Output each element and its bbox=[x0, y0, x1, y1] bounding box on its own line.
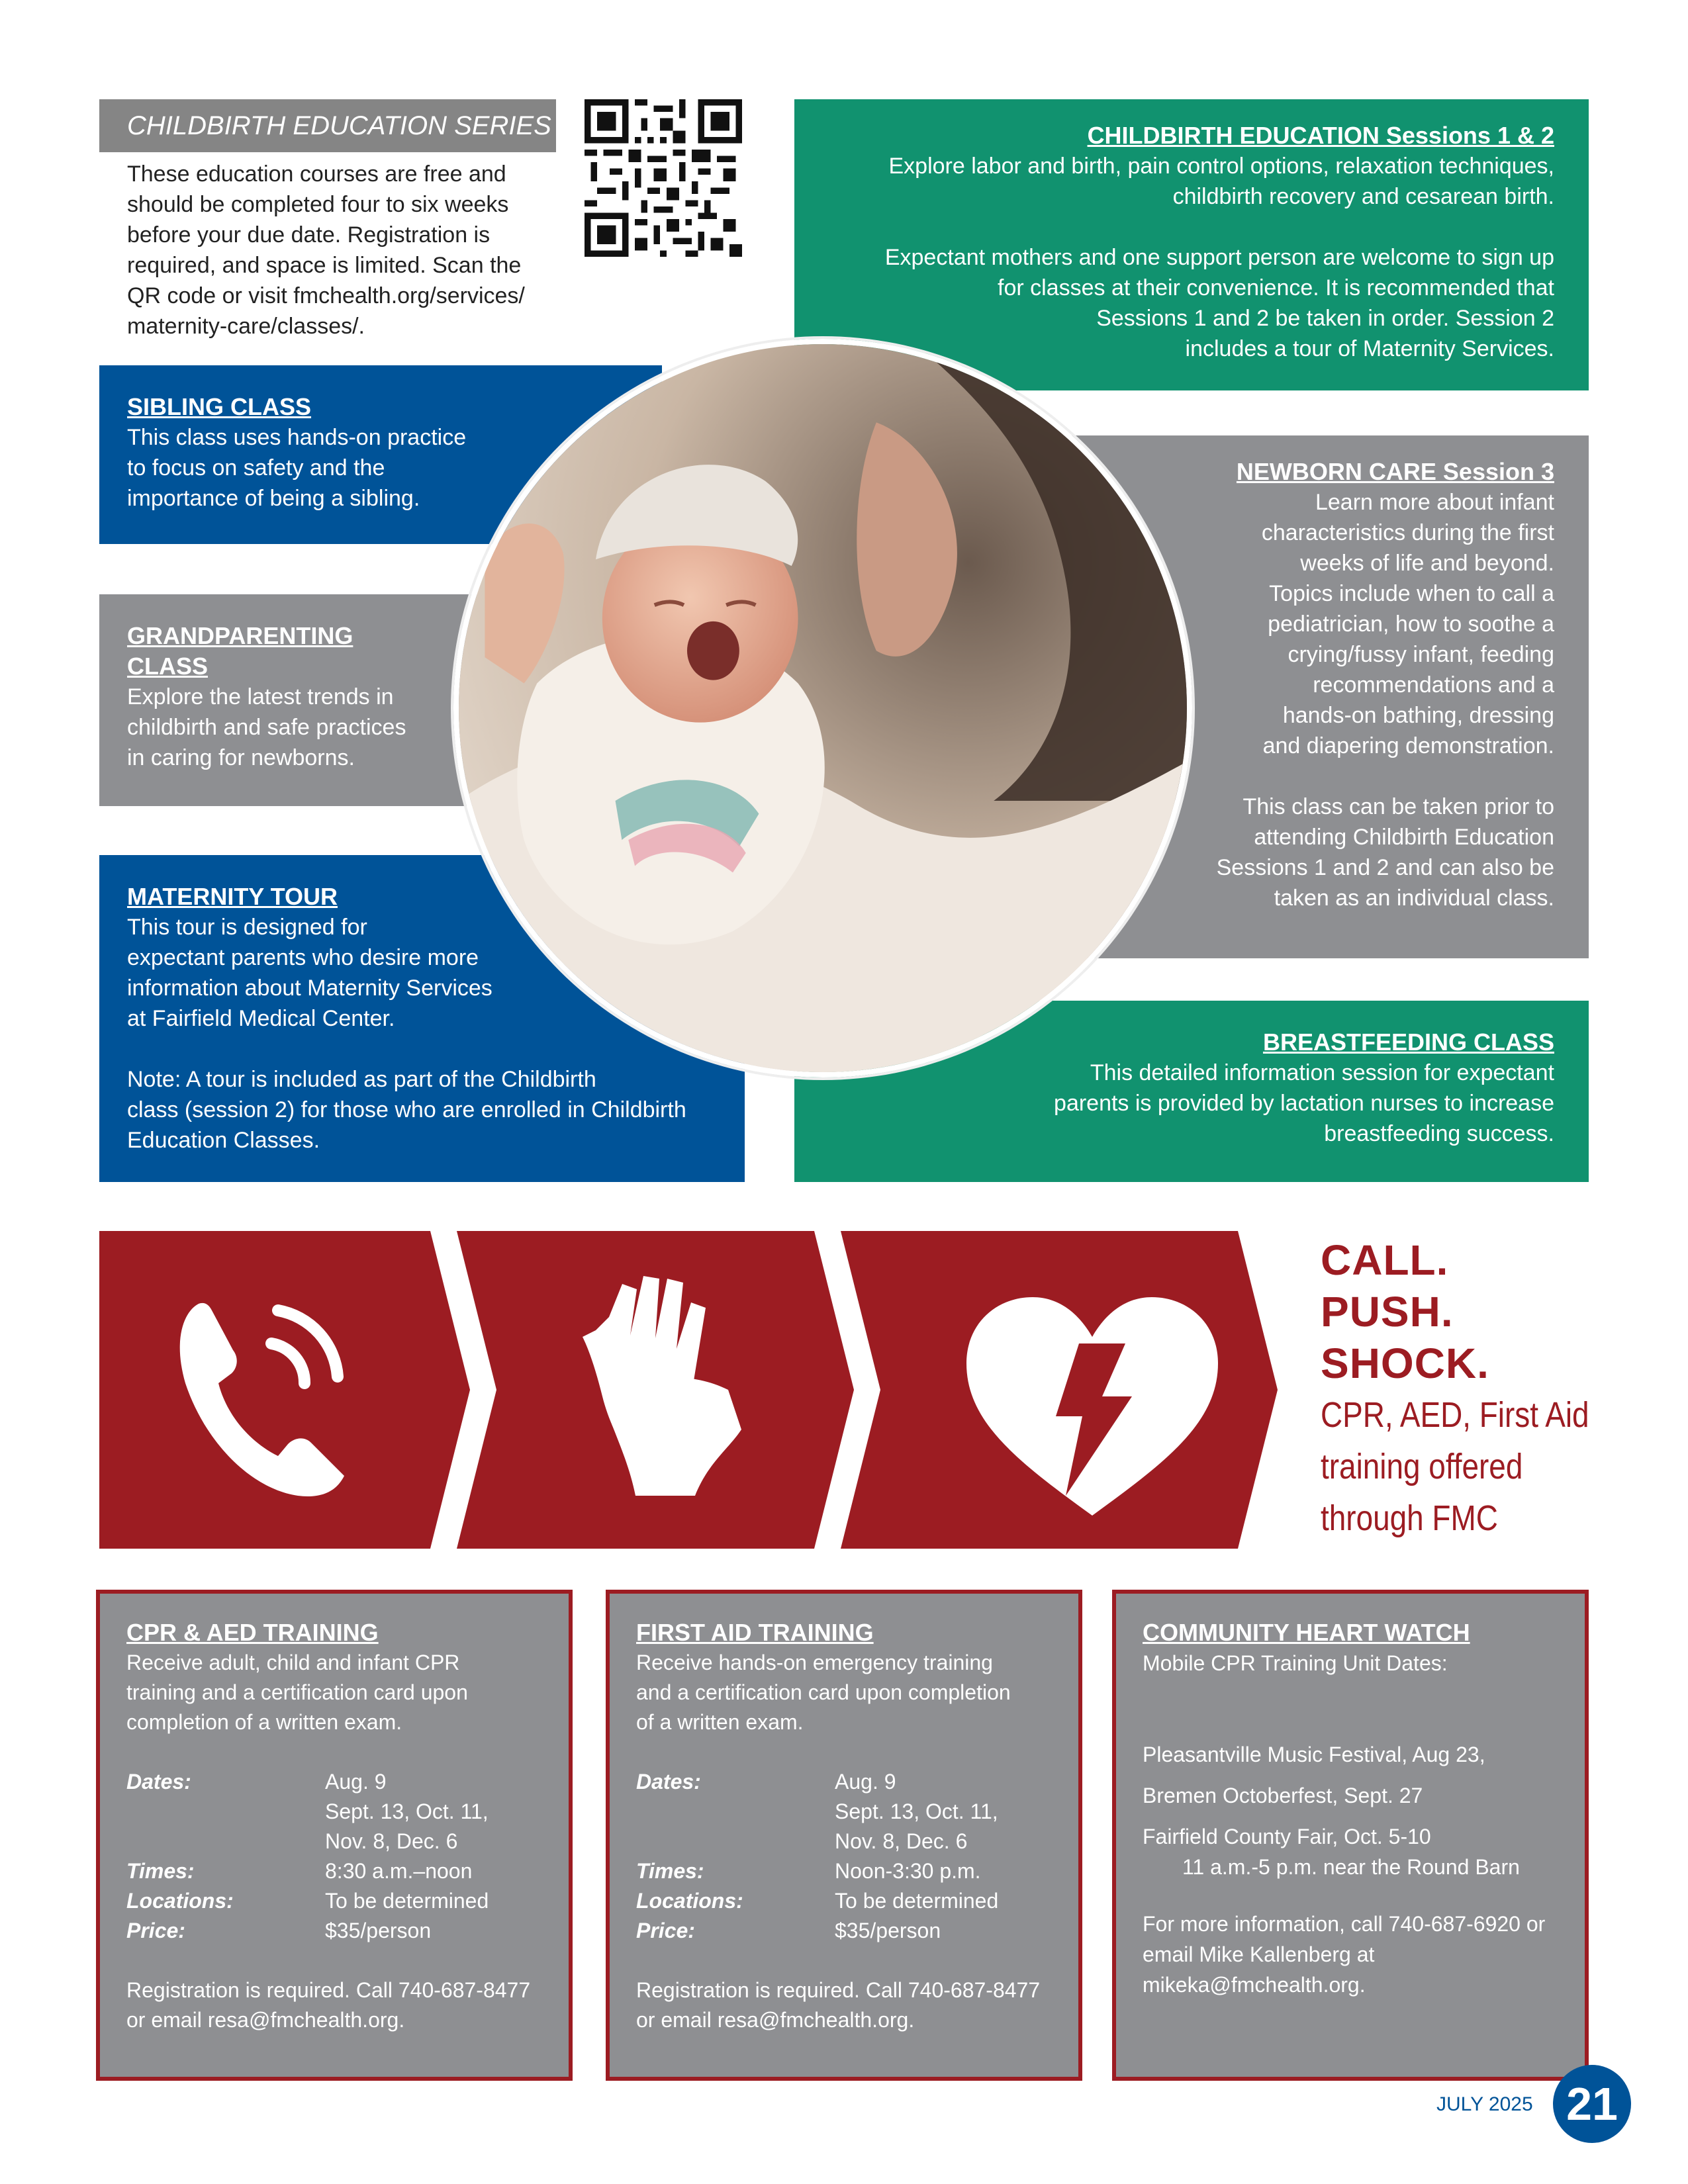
cpr-aed-title: CPR & AED TRAINING bbox=[126, 1619, 379, 1646]
cpr-arrow-banner bbox=[99, 1231, 1278, 1549]
heart-watch-title: COMMUNITY HEART WATCH bbox=[1143, 1619, 1470, 1646]
breastfeeding-title: BREASTFEEDING CLASS bbox=[1262, 1028, 1554, 1056]
sibling-title: SIBLING CLASS bbox=[127, 393, 312, 420]
first-aid-email-link[interactable]: or email resa@fmchealth.org. bbox=[636, 2008, 915, 2032]
newborn-title: NEWBORN CARE Session 3 bbox=[1236, 458, 1554, 485]
cpr-email-link[interactable]: or email resa@fmchealth.org. bbox=[126, 2008, 405, 2032]
newborn-photo bbox=[453, 339, 1192, 1077]
qr-code-icon[interactable] bbox=[581, 99, 745, 257]
issue-date: JULY 2025 bbox=[1436, 2093, 1533, 2115]
call-text: CALL. bbox=[1321, 1236, 1449, 1284]
call-arrow bbox=[99, 1231, 470, 1549]
push-text: PUSH. bbox=[1321, 1288, 1454, 1336]
breastfeeding-class-box: BREASTFEEDING CLASS This detailed information session for expectant parents is provided by lactation nurses to increase breastfeeding success. bbox=[794, 1001, 1589, 1182]
shock-text: SHOCK. bbox=[1321, 1340, 1489, 1387]
first-aid-card: FIRST AID TRAINING Receive hands-on emergency training and a certification card upon completion of a written exam. Dates: Aug. 9 Sept. 13, Oct. 11, Nov. 8, Dec. 6 Times: Noon-3:30 p.m. Locations: To be determined Price: $35/person Registration is required. Call 740-687-8477 or email resa@fmchealth.org. bbox=[606, 1590, 1082, 2081]
grandparenting-title-1: GRANDPARENTING bbox=[127, 622, 353, 649]
classes-link-cont[interactable]: maternity-care/classes/. bbox=[127, 314, 365, 339]
first-aid-title: FIRST AID TRAINING bbox=[636, 1619, 874, 1646]
sibling-class-box: SIBLING CLASS This class uses hands-on practice to focus on safety and the importance of being a sibling. bbox=[99, 365, 662, 544]
heart-watch-email-link[interactable]: mikeka@fmchealth.org. bbox=[1143, 1973, 1366, 1997]
cpr-headline: CALL. PUSH. SHOCK. CPR, AED, First Aid training offered through FMC bbox=[1321, 1234, 1665, 1544]
grandparenting-class-box: GRANDPARENTING CLASS Explore the latest trends in childbirth and safe practices in caring for newborns. bbox=[99, 594, 556, 806]
cpr-aed-card: CPR & AED TRAINING Receive adult, child and infant CPR training and a certification card upon completion of a written exam. Dates: Aug. 9 Sept. 13, Oct. 11, Nov. 8, Dec. 6 Times: 8:30 a.m.–noon Locations: To be determined Price: $35/person Registration is required. Call 740-687-8477 or email resa@fmchealth.org. bbox=[96, 1590, 573, 2081]
childbirth-title: CHILDBIRTH EDUCATION Sessions 1 & 2 bbox=[1087, 122, 1554, 149]
maternity-tour-box: MATERNITY TOUR This tour is designed for expectant parents who desire more information about Maternity Services at Fairfield Medical Center. Note: A tour is included as part of the Childbirth class (session 2) for those who are enrolled in Childbirth Education Classes. bbox=[99, 855, 745, 1182]
maternity-title: MATERNITY TOUR bbox=[127, 883, 338, 910]
intro-text: These education courses are free and should be completed four to six weeks before your due date. Registration is required, and space is limited. Scan the QR code or visit fmchealth.org/services/ maternity-care/classes/. bbox=[127, 159, 564, 341]
childbirth-education-box: CHILDBIRTH EDUCATION Sessions 1 & 2 Explore labor and birth, pain control options, relaxation techniques, childbirth recovery and cesarean birth. Expectant mothers and one support person are welcome to sign up for classes at their convenience. It is recommended that Sessions 1 and 2 be taken in order. Session 2 includes a tour of Maternity Services. bbox=[794, 99, 1589, 390]
newborn-illustration bbox=[459, 344, 1187, 1072]
newborn-care-box: NEWBORN CARE Session 3 Learn more about infant characteristics during the first weeks of life and beyond. Topics include when to call a pediatrician, how to soothe a crying/fussy infant, feeding recommendations and a hands-on bathing, dressing and diapering demonstration. This class can be taken prior to attending Childbirth Education Sessions 1 and 2 and can also be taken as an individual class. bbox=[1033, 435, 1589, 958]
page-number: 21 bbox=[1553, 2065, 1631, 2143]
classes-link[interactable]: QR code or visit fmchealth.org/services/ bbox=[127, 283, 525, 308]
grandparenting-title-2: CLASS bbox=[127, 653, 209, 680]
series-title: CHILDBIRTH EDUCATION SERIES bbox=[99, 99, 556, 152]
community-heart-watch-card: COMMUNITY HEART WATCH Mobile CPR Training Unit Dates: Pleasantville Music Festival, Aug 23, Bremen Octoberfest, Sept. 27 Fairfield County Fair, Oct. 5-10 11 a.m.-5 p.m. near the Round Barn For more information, call 740-687-6920 or email Mike Kallenberg at mikeka@fmchealth.org. bbox=[1112, 1590, 1589, 2081]
